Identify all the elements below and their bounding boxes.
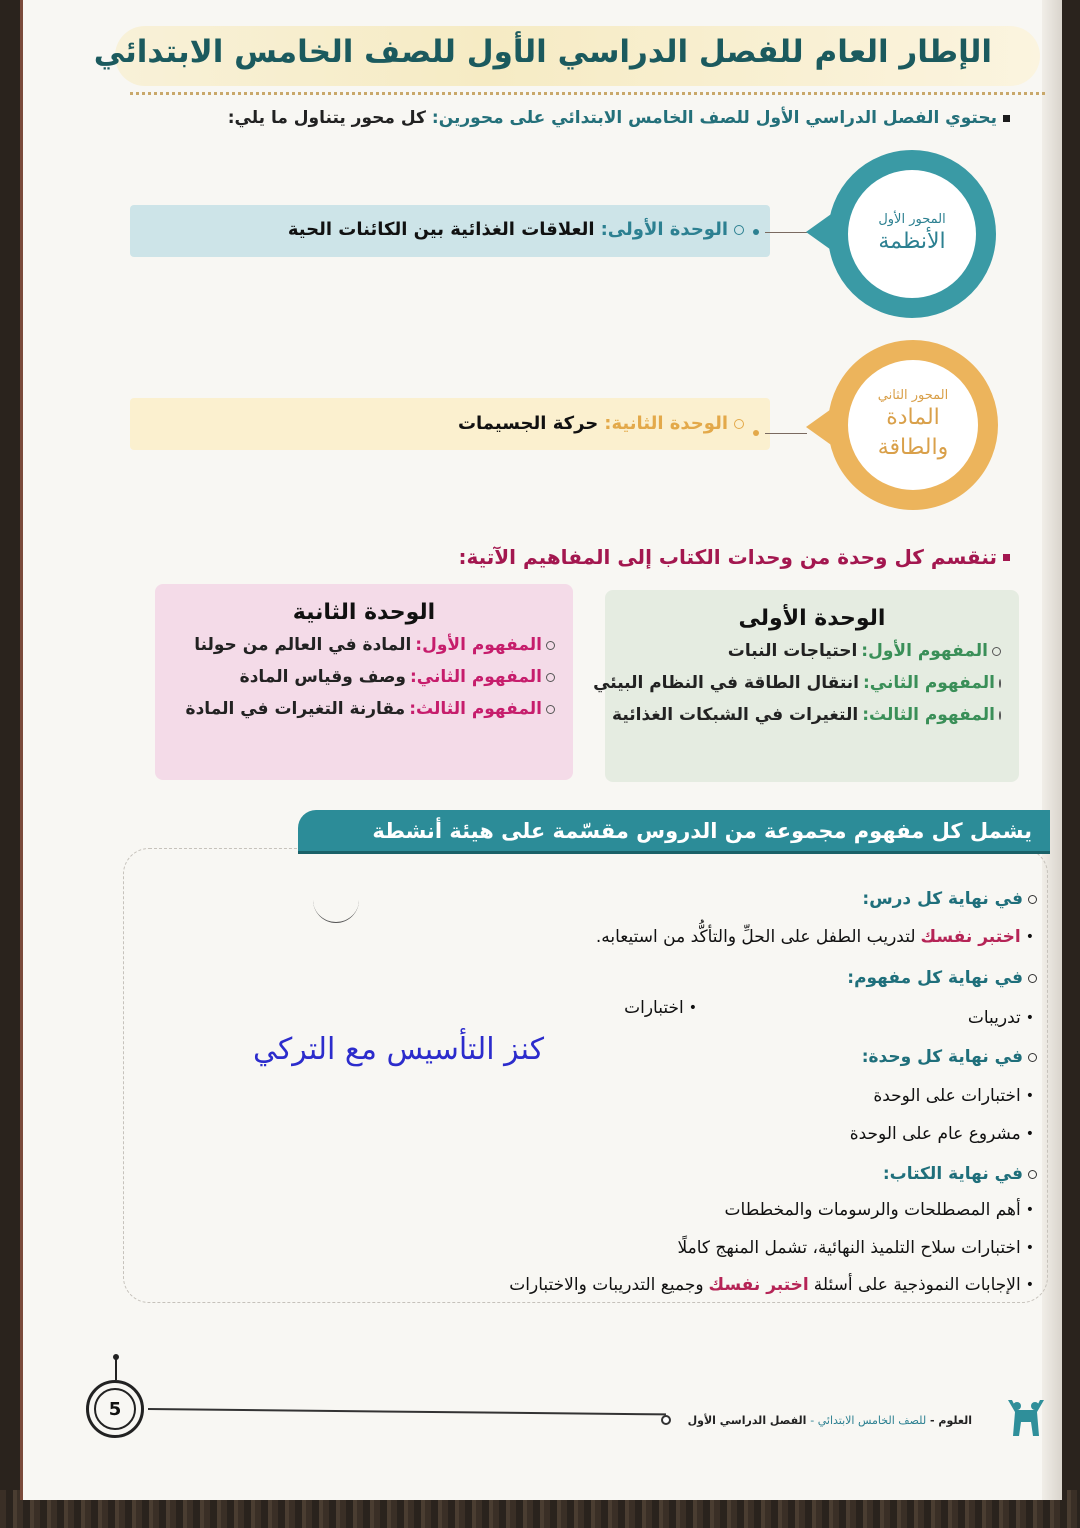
unit-label: الوحدة الثانية: (604, 413, 728, 434)
end-of-book-item (677, 1238, 1034, 1258)
highlight-text: اختبر نفسك (708, 1275, 809, 1295)
page-edge (20, 0, 23, 1500)
square-bullet-icon (1003, 554, 1010, 561)
intro-lead: يحتوي الفصل الدراسي الأول للصف الخامس الابتدائي على محورين: (431, 108, 997, 128)
ring-bullet-icon (992, 647, 1001, 656)
footer-grade: للصف الخامس الابتدائي - (810, 1414, 927, 1427)
ring-bullet-icon (734, 419, 744, 429)
bullet-icon: • (1025, 1010, 1034, 1026)
end-of-book-heading (883, 1164, 1037, 1184)
bullet-icon: • (688, 1000, 697, 1016)
box-title: الوحدة الأولى (738, 606, 886, 631)
dot-icon (753, 229, 759, 235)
ring-bullet-icon (1028, 974, 1037, 983)
connector-line (765, 232, 807, 233)
concept-item (612, 705, 1001, 725)
concepts-intro-text: تنقسم كل وحدة من وحدات الكتاب إلى المفاهيم الآتية: (458, 545, 997, 569)
bullet-icon: • (1025, 1088, 1034, 1104)
page-title: الإطار العام للفصل الدراسي الأول للصف الخامس الابتدائي (93, 34, 992, 70)
footer-term: الفصل الدراسي الأول (687, 1414, 807, 1427)
axis-name-line2: والطاقة (877, 434, 949, 460)
end-of-book-item (725, 1200, 1034, 1220)
title-divider (130, 92, 1045, 95)
concept-key: المفهوم الثالث: (409, 699, 542, 719)
item-text: لتدريب الطفل على الحلِّ والتأكُّد من استيعابه. (595, 927, 916, 947)
concept-value: المادة في العالم من حولنا (194, 635, 412, 655)
item-text: اختبارات سلاح التلميذ النهائية، تشمل المنهج كاملًا (677, 1238, 1021, 1258)
axis-2-unit (458, 413, 744, 434)
concept-item (173, 699, 555, 719)
highlight-text: اختبر نفسك (920, 927, 1021, 947)
concept-value: التغيرات في الشبكات الغذائية (612, 705, 859, 725)
heading-text: في نهاية كل وحدة: (861, 1047, 1023, 1067)
unit-2-concepts (155, 584, 573, 780)
activities-box (123, 848, 1048, 1303)
ring-bullet-icon (546, 641, 555, 650)
end-of-concept-item (968, 1008, 1034, 1028)
heading-text: في نهاية كل درس: (862, 889, 1023, 909)
concept-key: المفهوم الثاني: (409, 667, 542, 687)
axis-2-circle (828, 340, 998, 510)
item-text: أهم المصطلحات والرسومات والمخططات (724, 1200, 1021, 1220)
ring-bullet-icon (546, 705, 555, 714)
square-bullet-icon (1003, 115, 1010, 122)
concept-key: المفهوم الثاني: (862, 673, 995, 693)
axis-1-circle (828, 150, 996, 318)
heading-text: في نهاية كل مفهوم: (847, 968, 1023, 988)
axis-sub-label: المحور الثاني (877, 387, 949, 403)
bullet-icon: • (1025, 1240, 1034, 1256)
item-text: اختبارات على الوحدة (873, 1086, 1021, 1106)
intro-rest: كل محور يتناول ما يلي: (227, 108, 426, 128)
axis-1-unit (288, 219, 744, 240)
footer-stem (115, 1356, 117, 1380)
ring-bullet-icon (1028, 895, 1037, 904)
concept-item (623, 641, 1001, 661)
connector-line (765, 433, 807, 434)
unit-title: العلاقات الغذائية بين الكائنات الحية (287, 219, 595, 240)
unit-label: الوحدة الأولى: (600, 219, 728, 240)
ring-bullet-icon (734, 225, 744, 235)
item-text: الإجابات النموذجية على أسئلة (813, 1275, 1021, 1295)
concept-item (173, 667, 555, 687)
concept-item (173, 635, 555, 655)
concept-item (593, 673, 1001, 693)
end-of-concept-heading (847, 968, 1037, 988)
bullet-icon: • (1025, 1277, 1034, 1293)
end-of-concept-item (624, 998, 697, 1018)
bullet-icon: • (1025, 1202, 1034, 1218)
end-of-lesson-heading (862, 889, 1037, 909)
footer-caption (688, 1414, 972, 1427)
footer-line-end-icon (661, 1415, 671, 1425)
concept-key: المفهوم الثالث: (862, 705, 995, 725)
unit-title: حركة الجسيمات (457, 413, 599, 434)
footer-line (148, 1408, 666, 1415)
dot-icon (753, 430, 759, 436)
ring-bullet-icon (999, 679, 1001, 688)
item-text: تدريبات (967, 1008, 1021, 1028)
end-of-unit-item (850, 1124, 1034, 1144)
axis-name: الأنظمة (878, 228, 946, 254)
bullet-icon: • (1025, 929, 1034, 945)
footer-subject: العلوم - (930, 1414, 972, 1427)
item-text: وجميع التدريبات والاختبارات (509, 1275, 704, 1295)
end-of-lesson-item (596, 927, 1034, 947)
watermark-text: كنز التأسيس مع التركي (253, 1032, 545, 1067)
concept-key: المفهوم الأول: (415, 635, 542, 655)
ring-bullet-icon (1028, 1053, 1037, 1062)
item-text: اختبارات (624, 998, 684, 1018)
end-of-book-item (509, 1275, 1034, 1295)
page-number-badge (86, 1380, 144, 1438)
box-title: الوحدة الثانية (292, 600, 436, 625)
concept-value: وصف وقياس المادة (239, 667, 406, 687)
axis-name-line1: المادة (886, 404, 940, 430)
ring-bullet-icon (1028, 1170, 1037, 1179)
document-page (20, 0, 1062, 1500)
ring-bullet-icon (546, 673, 555, 682)
item-text: مشروع عام على الوحدة (849, 1124, 1021, 1144)
activities-header: يشمل كل مفهوم مجموعة من الدروس مقسّمة على هيئة أنشطة (298, 810, 1050, 854)
ring-bullet-icon (999, 711, 1001, 720)
concept-value: انتقال الطاقة في النظام البيئي (593, 673, 859, 693)
intro-line (228, 108, 1010, 128)
publisher-logo-icon (1005, 1398, 1047, 1438)
end-of-unit-item (873, 1086, 1034, 1106)
concept-value: مقارنة التغيرات في المادة (185, 699, 406, 719)
end-of-unit-heading (862, 1047, 1037, 1067)
unit-1-concepts (593, 590, 1019, 782)
concepts-intro (458, 545, 1010, 569)
heading-text: في نهاية الكتاب: (882, 1164, 1023, 1184)
axis-sub-label: المحور الأول (878, 211, 946, 227)
concept-key: المفهوم الأول: (861, 641, 988, 661)
bullet-icon: • (1025, 1126, 1034, 1142)
concept-value: احتياجات النبات (727, 641, 858, 661)
page-number: 5 (94, 1388, 136, 1430)
